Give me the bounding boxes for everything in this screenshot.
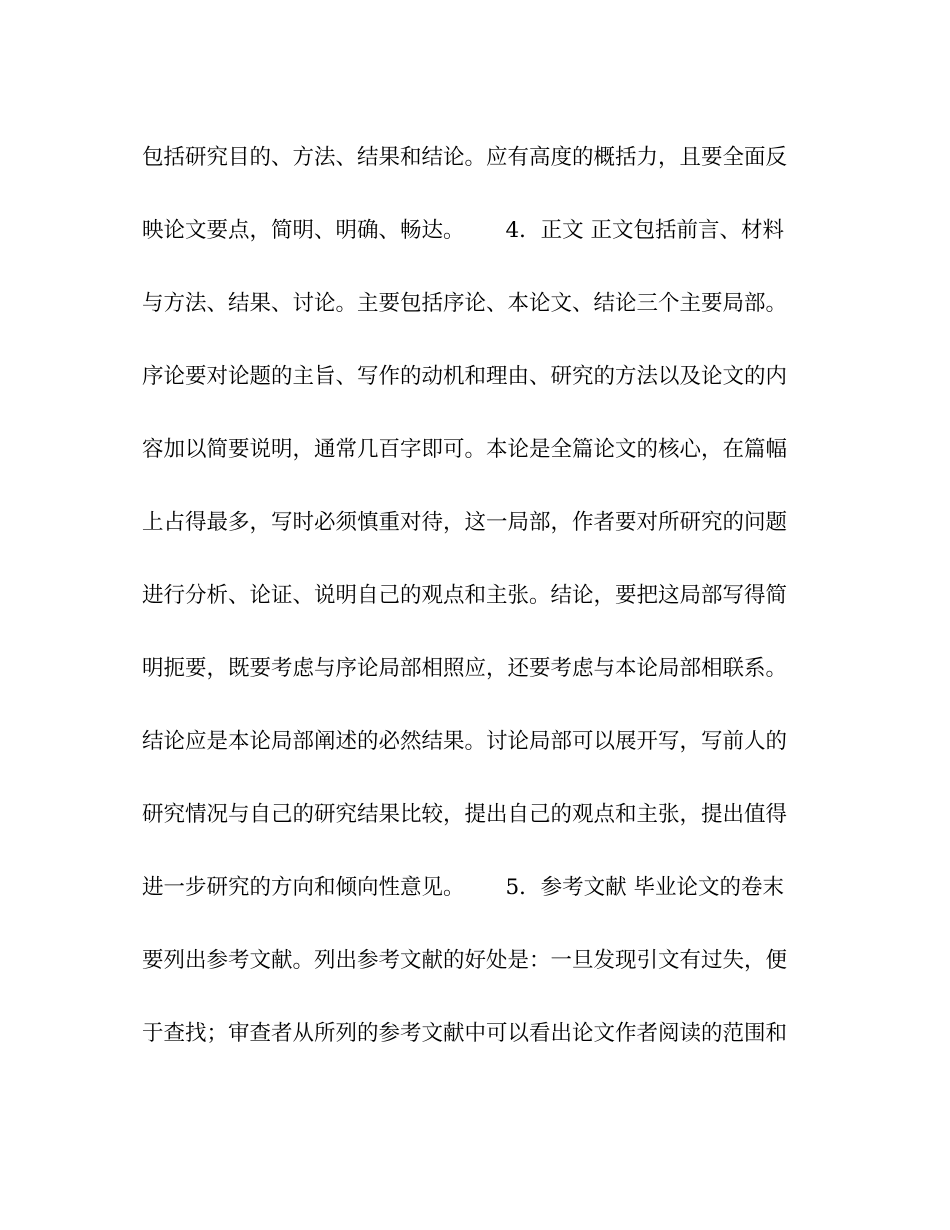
text-line: 研究情况与自己的研究结果比较，提出自己的观点和主张，提出值得 <box>142 802 788 827</box>
text-line: 进一步研究的方向和倾向性意见。 5．参考文献 毕业论文的卷末 <box>142 875 785 900</box>
text-line: 上占得最多，写时必须慎重对待，这一局部，作者要对所研究的问题 <box>142 510 788 535</box>
text-line: 结论应是本论局部阐述的必然结果。讨论局部可以展开写，写前人的 <box>142 729 788 754</box>
text-line: 进行分析、论证、说明自己的观点和主张。结论，要把这局部写得简 <box>142 583 788 608</box>
text-line: 与方法、结果、讨论。主要包括序论、本论文、结论三个主要局部。 <box>142 291 788 316</box>
body-text <box>142 133 802 1082</box>
text-line: 要列出参考文献。列出参考文献的好处是：一旦发现引文有过失，便 <box>142 948 788 973</box>
text-line: 映论文要点，简明、明确、畅达。 4．正文 正文包括前言、材料 <box>142 218 785 243</box>
text-line: 明扼要，既要考虑与序论局部相照应，还要考虑与本论局部相联系。 <box>142 656 788 681</box>
text-line: 序论要对论题的主旨、写作的动机和理由、研究的方法以及论文的内 <box>142 364 788 389</box>
text-line: 容加以简要说明，通常几百字即可。本论是全篇论文的核心，在篇幅 <box>142 437 788 462</box>
text-line: 于查找；审查者从所列的参考文献中可以看出论文作者阅读的范围和 <box>142 1021 788 1046</box>
text-line: 包括研究目的、方法、结果和结论。应有高度的概括力，且要全面反 <box>142 145 788 170</box>
